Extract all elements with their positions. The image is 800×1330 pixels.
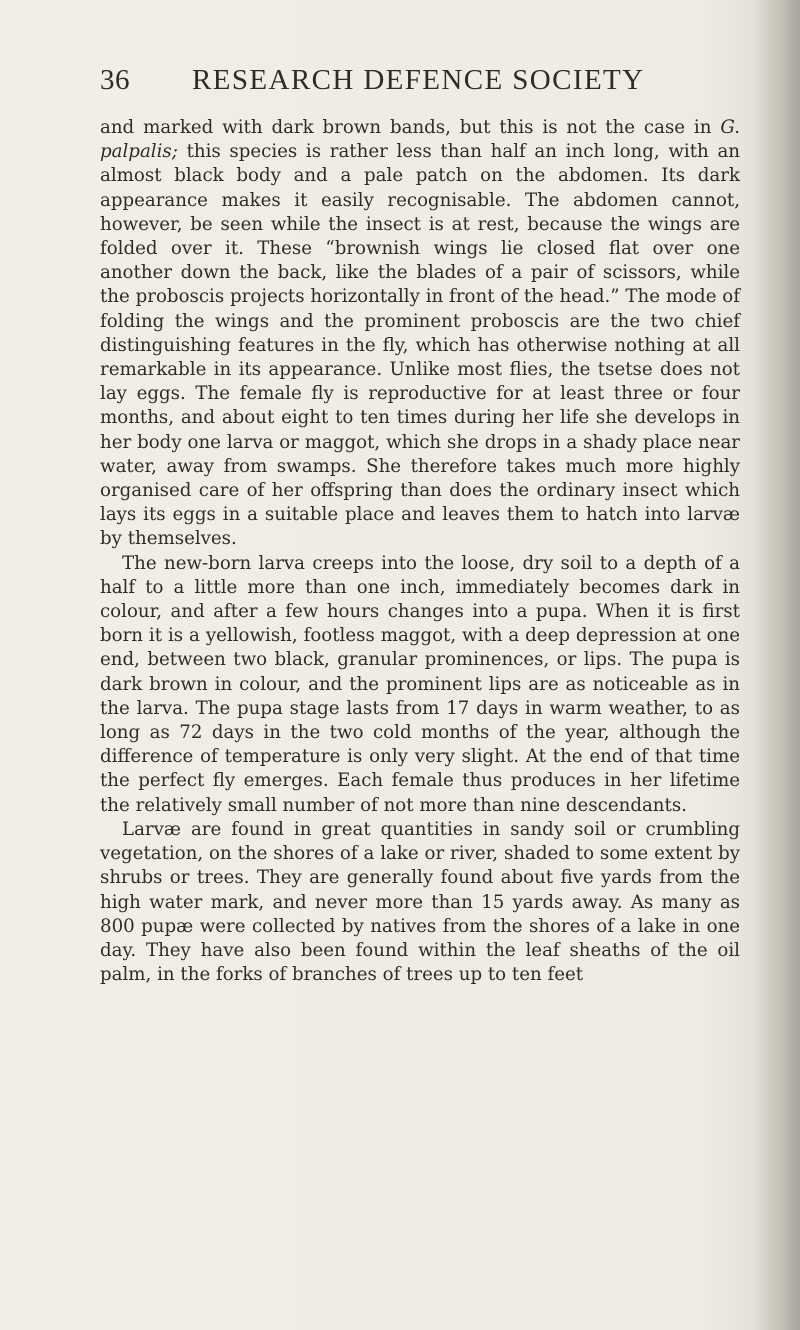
italic-species-name: G. palpalis; <box>100 117 740 163</box>
paragraph-text: this species is rather less than half an inch long, with an almost black body and a pale patch on the abdomen. Its dark appearance makes it easily recognisable. The abdomen cannot, however, be seen while the insect is at rest, because the wings are folded over it. These “brownish wings lie closed flat over one another down the back, like the blades of a pair of scissors, while the proboscis projects horizontally in front of the head.” The mode of folding the wings and the prominent proboscis are the two chief distinguishing features in the fly, which has otherwise nothing at all remarkable in its appearance. Unlike most flies, the tsetse does not lay eggs. The female fly is reproductive for at least three or four months, and about eight to ten times during her life she develops in her body one larva or maggot, which she drops in a shady place near water, away from swamps. She therefore takes much more highly organised care of her offspring than does the ordinary insect which lays its eggs in a suitable place and leaves them to hatch into larvæ by themselves. <box>100 141 740 550</box>
paragraph-text: The new-born larva creeps into the loose, dry soil to a depth of a half to a little more than one inch, immediately becomes dark in colour, and after a few hours changes into a pupa. When it is first born it is a yellowish, footless maggot, with a deep depression at one end, between two black, granular prominences, or lips. The pupa is dark brown in colour, and the prominent lips are as noticeable as in the larva. The pupa stage lasts from 17 days in warm weather, to as long as 72 days in the two cold months of the year, although the difference of temperature is only very slight. At the end of that time the perfect fly emerges. Each female thus produces in her lifetime the relatively small number of not more than nine descendants. <box>100 552 740 816</box>
paragraph <box>100 818 740 987</box>
running-head: RESEARCH DEFENCE SOCIETY <box>192 64 645 96</box>
paragraph-text: and marked with dark brown bands, but this is not the case in <box>100 117 721 138</box>
paragraph <box>100 116 740 552</box>
paragraph <box>100 552 740 818</box>
page-header <box>100 64 740 108</box>
body-text <box>100 116 740 987</box>
page-edge-shadow <box>754 0 800 1330</box>
page-number: 36 <box>100 64 130 96</box>
paragraph-text: Larvæ are found in great quantities in sandy soil or crumbling vegetation, on the shores of a lake or river, shaded to some extent by shrubs or trees. They are generally found about five yards from the high water mark, and never more than 15 yards away. As many as 800 pupæ were collected by natives from the shores of a lake in one day. They have also been found within the leaf sheaths of the oil palm, in the forks of branches of trees up to ten feet <box>100 818 740 986</box>
